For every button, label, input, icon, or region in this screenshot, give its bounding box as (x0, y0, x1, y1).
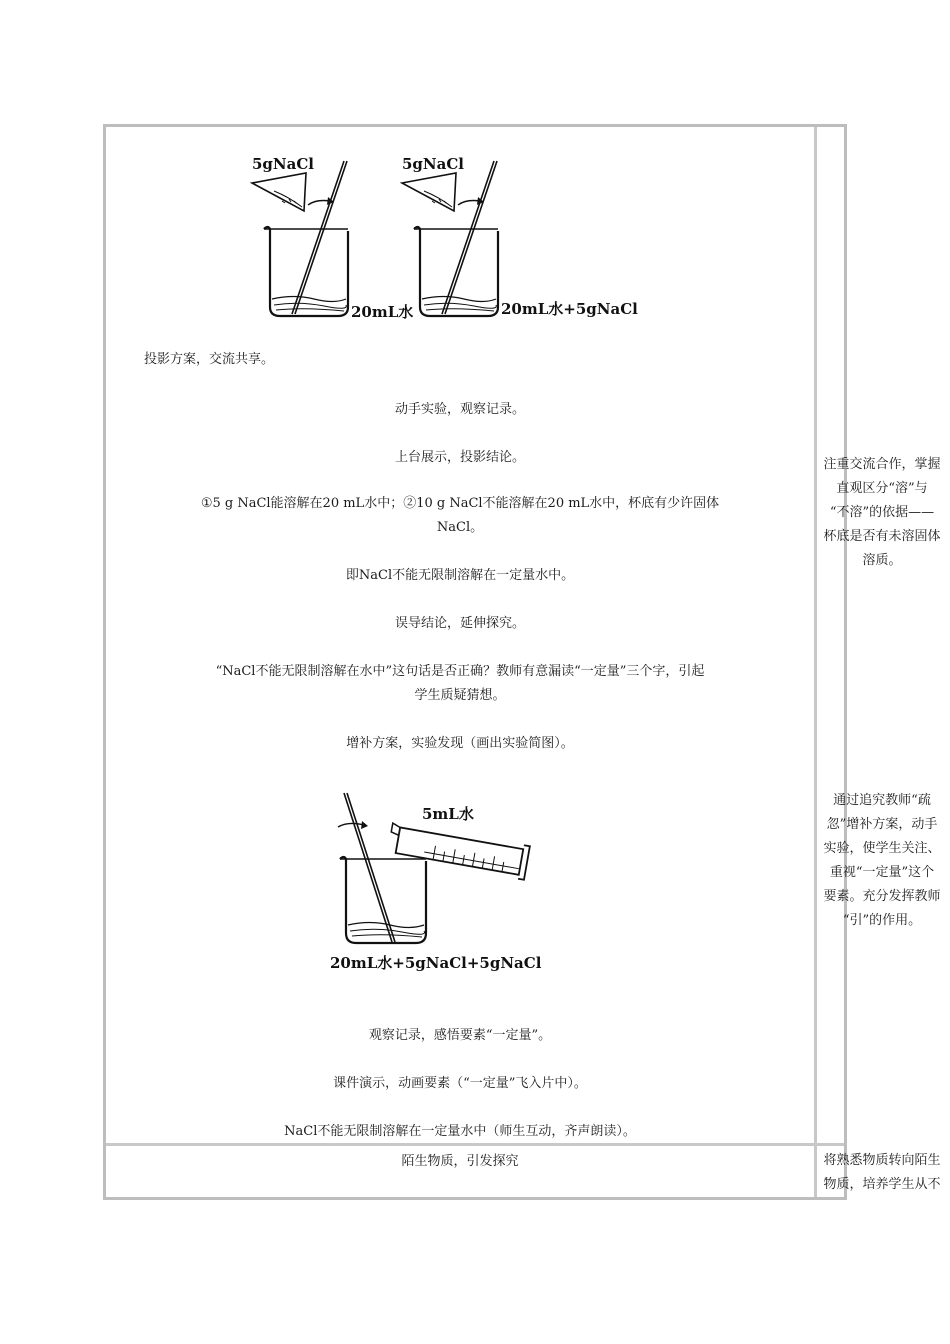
note2-line-5: 要素。充分发挥教师 (823, 889, 941, 904)
figure-dissolving-beakers (244, 149, 638, 324)
note2-line-6: “引”的作用。 (842, 913, 922, 928)
note-teacher-guidance (817, 789, 947, 933)
column-divider (814, 127, 817, 1197)
text-line-4: ①5 g NaCl能溶解在20 mL水中；②10 g NaCl不能溶解在20 mL水中，杯底有少许固体 (200, 496, 720, 511)
note2-line-1: 通过追究教师“疏 (833, 793, 931, 808)
note1-line-4: 杯底是否有未溶固体 (823, 529, 941, 544)
beaker-setup-a (252, 155, 413, 321)
note1-line-5: 溶质。 (862, 553, 902, 568)
text-line-10: 增补方案，实验发现（画出实验简图）。 (346, 736, 574, 751)
text-line-11: 观察记录，感悟要素“一定量”。 (368, 1028, 552, 1043)
note2-line-2: 忽”增补方案，动手 (826, 817, 938, 832)
beaker-label-c: 20mL水+5gNaCl+5gNaCl (330, 954, 542, 972)
beaker-label-b: 20mL水+5gNaCl (501, 300, 638, 318)
note1-line-3: “不溶”的依据—— (829, 505, 935, 520)
salt-label-b: 5gNaCl (402, 155, 464, 173)
note2-line-4: 重视“一定量”这个 (829, 865, 935, 880)
row2-note (817, 1149, 947, 1197)
beaker-label-a: 20mL水 (351, 303, 414, 321)
note1-line-1: 注重交流合作，掌握 (823, 457, 941, 472)
text-line-12: 课件演示，动画要素（“一定量”飞入片中）。 (333, 1076, 587, 1091)
text-line-7: 误导结论，延伸探究。 (394, 616, 525, 631)
text-line-8: “NaCl不能无限制溶解在水中”这句话是否正确？教师有意漏读“一定量”三个字，引起 (215, 664, 705, 679)
row2-note-line-1: 将熟悉物质转向陌生 (823, 1153, 941, 1168)
note-communication (817, 453, 947, 573)
note1-line-2: 直观区分“溶”与 (836, 481, 928, 496)
text-line-13: NaCl不能无限制溶解在一定量水中（师生互动，齐声朗读）。 (284, 1124, 636, 1139)
lesson-table (103, 124, 941, 1200)
text-line-1: 投影方案，交流共享。 (144, 352, 275, 367)
beaker-setup-b (402, 155, 638, 318)
text-line-9: 学生质疑猜想。 (414, 688, 506, 703)
text-line-5: NaCl。 (436, 520, 484, 535)
text-line-3: 上台展示，投影结论。 (394, 450, 525, 465)
text-line-6: 即NaCl不能无限制溶解在一定量水中。 (345, 568, 575, 583)
row-divider (106, 1143, 844, 1146)
row2-main-text: 陌生物质，引发探究 (401, 1154, 519, 1169)
note2-line-3: 实验，使学生关注、 (823, 841, 941, 856)
row2-note-line-2: 物质，培养学生从不 (823, 1177, 941, 1192)
cylinder-label: 5mL水 (422, 805, 474, 823)
figure-added-water (324, 787, 554, 972)
text-line-2: 动手实验，观察记录。 (394, 402, 525, 417)
salt-label-a: 5gNaCl (252, 155, 314, 173)
